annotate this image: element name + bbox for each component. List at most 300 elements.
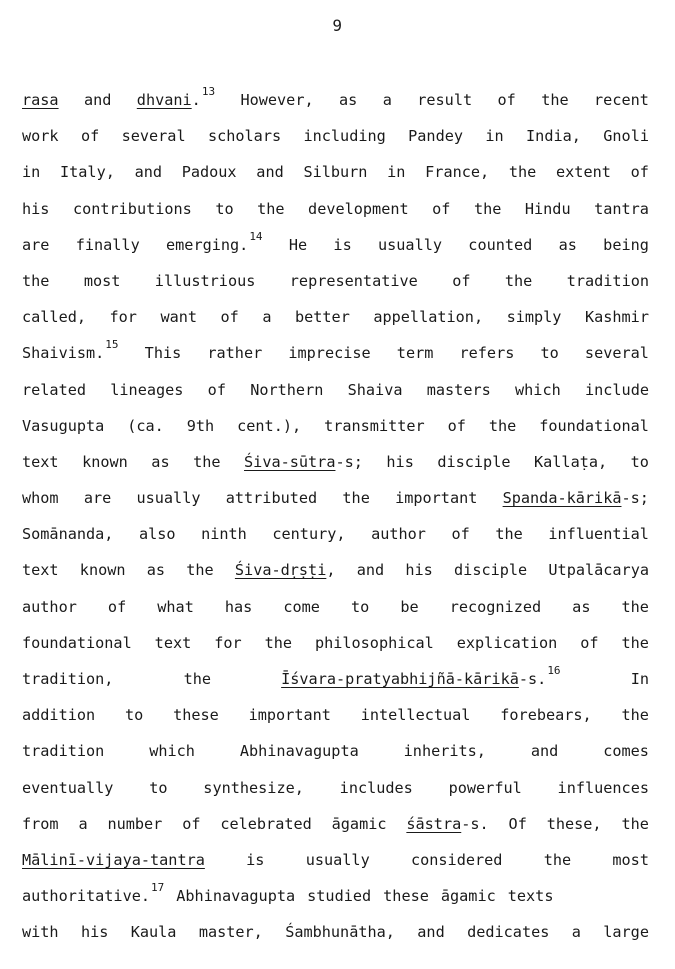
word-text: text [22, 452, 59, 471]
text-line [22, 118, 649, 154]
word-text: to [149, 778, 168, 797]
word [78, 806, 87, 842]
word [432, 191, 450, 227]
word-text: finally [75, 235, 140, 254]
word [265, 625, 292, 661]
word [622, 589, 649, 625]
word-text: extent [556, 163, 611, 182]
word [631, 444, 649, 480]
text-line [22, 335, 649, 371]
word-text: (ca. [127, 416, 164, 435]
word-suffix: -s; [621, 489, 649, 508]
word-text: known [82, 452, 128, 471]
word [84, 480, 111, 516]
word-text: the [342, 489, 370, 508]
word [559, 227, 577, 263]
word [467, 914, 549, 950]
word [324, 408, 425, 444]
word [22, 661, 113, 697]
word-text: recognized [449, 597, 542, 616]
word [214, 625, 241, 661]
text-line [22, 227, 649, 263]
word [361, 697, 471, 733]
word [448, 408, 466, 444]
word-text: called, [22, 308, 87, 327]
word [108, 589, 126, 625]
word-text: these [383, 887, 429, 906]
word [378, 227, 442, 263]
word-text: of [107, 597, 127, 616]
word [383, 82, 392, 118]
word [110, 372, 183, 408]
word [22, 263, 49, 299]
word-text: as [558, 235, 577, 254]
word-text: studied [307, 887, 372, 906]
underlined-term [137, 82, 215, 120]
text-line [22, 806, 649, 842]
word [215, 191, 233, 227]
term-text: Spanda-kārikā [502, 489, 622, 508]
word [452, 516, 470, 552]
word-text: the [193, 452, 221, 471]
word [449, 770, 522, 806]
word [22, 335, 119, 373]
word [603, 733, 649, 769]
word [262, 299, 271, 335]
word [454, 552, 527, 588]
word [621, 806, 648, 842]
word-text: usually [136, 489, 201, 508]
word-text: his [386, 452, 414, 471]
word-text: intellectual [360, 706, 471, 725]
word [427, 372, 491, 408]
text-line [22, 191, 649, 227]
word-text: important [395, 489, 478, 508]
word [22, 516, 113, 552]
word [184, 661, 211, 697]
word [22, 191, 49, 227]
word-text: including [303, 127, 386, 146]
word-text: addition [22, 706, 96, 725]
text-line [22, 625, 649, 661]
word-text: Kallaṭa, [534, 452, 608, 471]
word-text: the [621, 633, 649, 652]
word-text: as [572, 597, 591, 616]
text-line [22, 878, 649, 914]
word [612, 842, 649, 878]
text-line [22, 733, 649, 769]
term-text: rasa [22, 91, 59, 109]
word [631, 661, 649, 697]
word-text: usually [378, 235, 443, 254]
word [425, 154, 489, 190]
word [631, 154, 649, 190]
word-text: the [264, 633, 292, 652]
word [397, 335, 434, 371]
word [508, 878, 554, 914]
word [60, 154, 115, 190]
body-text [22, 82, 649, 951]
word-text: Italy, [60, 163, 115, 182]
word-suffix: . [191, 91, 201, 109]
word-text: most [83, 271, 121, 290]
word-text: whom [22, 489, 59, 508]
word-text: of [580, 633, 599, 652]
word [332, 806, 387, 842]
word [485, 118, 503, 154]
word [558, 770, 649, 806]
word-text: inherits, [403, 742, 486, 761]
word [526, 118, 581, 154]
word [387, 154, 405, 190]
word [585, 335, 649, 371]
word [199, 914, 263, 950]
word [548, 552, 649, 588]
word-text: refers [459, 344, 515, 363]
word [295, 299, 350, 335]
word [452, 263, 470, 299]
word [220, 806, 311, 842]
text-line [22, 589, 649, 625]
word-text: the [543, 850, 572, 869]
word-text: his [80, 923, 109, 942]
word-text: come [283, 597, 320, 616]
word-text: want [160, 308, 198, 327]
word [348, 372, 403, 408]
word-text: tradition [566, 271, 649, 290]
word [208, 118, 281, 154]
word [450, 589, 541, 625]
word-text: is [246, 850, 265, 869]
word [603, 914, 649, 950]
word [208, 372, 226, 408]
word-text: the [621, 597, 649, 616]
word-text: are [83, 489, 112, 508]
word-text: in [387, 163, 406, 182]
word [534, 444, 607, 480]
underlined-term [406, 806, 488, 842]
word [176, 878, 295, 914]
word [257, 191, 284, 227]
word [383, 878, 429, 914]
word-text: also [138, 525, 176, 544]
word-text: being [603, 235, 649, 254]
word-text: considered [410, 850, 503, 869]
word [371, 516, 426, 552]
word-text: imprecise [288, 344, 371, 363]
word [22, 154, 40, 190]
word-text: master, [198, 923, 263, 942]
word [186, 552, 213, 588]
word [489, 408, 516, 444]
word [333, 227, 351, 263]
word [80, 552, 126, 588]
word [585, 299, 649, 335]
word-text: includes [339, 778, 413, 797]
word [288, 335, 370, 371]
word-text: result [417, 91, 473, 109]
word [250, 372, 323, 408]
footnote-marker: 17 [151, 881, 165, 895]
word-text: transmitter [324, 416, 425, 435]
word-text: dedicates [467, 923, 550, 942]
word-text: a [78, 814, 88, 833]
word [125, 697, 143, 733]
word-text: philosophical [314, 633, 434, 652]
word [567, 263, 649, 299]
word-text: lineages [110, 380, 184, 399]
word [500, 697, 591, 733]
word-text: rather [207, 344, 263, 363]
word-text: related [22, 380, 87, 399]
word-text: the [186, 561, 214, 580]
text-line [22, 842, 649, 878]
word-text: Vasugupta [22, 416, 105, 435]
text-line [22, 770, 649, 806]
word [139, 516, 176, 552]
word-text: Pandey [408, 127, 464, 146]
word-text: foundational [22, 633, 132, 652]
word [498, 82, 516, 118]
word [285, 914, 395, 950]
word-text: of [207, 380, 226, 399]
word-text: attributed [225, 489, 318, 508]
word [131, 914, 177, 950]
word-text: forebears, [500, 706, 592, 725]
word-text: representative [289, 271, 418, 290]
word-suffix: -s. [461, 814, 489, 833]
word [306, 842, 370, 878]
word [110, 299, 137, 335]
word [22, 227, 49, 263]
word-text: development [308, 199, 409, 218]
word-text: the [488, 416, 517, 435]
word-text: of [220, 308, 239, 327]
word [237, 408, 301, 444]
word-text: for [214, 633, 242, 652]
word [22, 299, 86, 335]
word-text: Shaiva [347, 380, 403, 399]
word [351, 589, 369, 625]
word-text: to [215, 199, 234, 218]
word [84, 263, 121, 299]
word-text: known [79, 561, 126, 580]
word [404, 733, 486, 769]
word-text: cent.), [237, 416, 302, 435]
word-text: several [121, 127, 186, 146]
word [225, 589, 252, 625]
word-text: Abhinavagupta [176, 887, 296, 906]
word-text: texts [507, 887, 554, 906]
word [339, 82, 357, 118]
word-suffix: , [326, 561, 336, 580]
word-text: authoritative. [22, 887, 151, 906]
word-text: as [339, 91, 358, 109]
word-text: of [452, 271, 471, 290]
word-text: to [351, 597, 370, 616]
word [509, 806, 527, 842]
word [474, 191, 501, 227]
word-text: influences [557, 778, 649, 797]
word-text: foundational [539, 416, 649, 435]
word [81, 914, 108, 950]
word [160, 299, 197, 335]
page-number: 9 [332, 16, 343, 35]
word-text: the [541, 91, 569, 109]
word-text: which [515, 380, 561, 399]
word [580, 625, 598, 661]
term-text: dhvani [136, 91, 192, 109]
word [572, 914, 581, 950]
word [544, 842, 571, 878]
word [136, 480, 200, 516]
word-text: in [485, 127, 504, 146]
word [556, 154, 611, 190]
word [460, 335, 515, 371]
footnote-marker: 16 [547, 664, 561, 677]
text-line [22, 82, 649, 118]
word-text: has [224, 597, 253, 616]
word [468, 227, 532, 263]
underlined-term [235, 552, 336, 588]
word-text: several [584, 344, 649, 363]
word [22, 408, 104, 444]
word-text: āgamic [331, 814, 387, 833]
word-text: the [621, 814, 649, 833]
word-text: India, [526, 127, 581, 146]
text-line [22, 552, 649, 588]
word [155, 625, 192, 661]
word-text: France, [425, 163, 490, 182]
word [107, 806, 162, 842]
word [22, 552, 59, 588]
footnote-marker: 15 [105, 338, 119, 352]
word-text: most [612, 850, 649, 869]
underlined-term [22, 842, 205, 878]
word-text: text [22, 561, 59, 580]
underlined-term [244, 444, 363, 480]
word [539, 408, 649, 444]
word [405, 552, 432, 588]
word-suffix: -s. [518, 670, 547, 688]
word [342, 480, 369, 516]
word-text: simply [506, 308, 562, 327]
word [283, 589, 320, 625]
word [541, 82, 568, 118]
text-line [22, 372, 649, 408]
word [149, 733, 195, 769]
word-text: better [294, 308, 350, 327]
word [548, 516, 649, 552]
word-text: Northern [250, 380, 324, 399]
word-text: a [262, 308, 272, 327]
word-text: Gnoli [603, 127, 649, 146]
word-text: influential [548, 525, 649, 544]
word [603, 118, 649, 154]
word [182, 154, 237, 190]
word-text: which [149, 742, 195, 761]
word-text: Shaivism. [22, 344, 105, 363]
text-line [22, 408, 649, 444]
word [22, 444, 59, 480]
word-text: the [504, 271, 533, 290]
word-text: Śambhunātha, [285, 923, 395, 942]
word-text: include [584, 380, 649, 399]
word [272, 516, 345, 552]
word [22, 697, 95, 733]
word-text: This [144, 344, 182, 363]
word [411, 842, 502, 878]
word [22, 589, 77, 625]
footnote-marker: 13 [201, 85, 216, 98]
word [437, 444, 510, 480]
word-text: the [508, 163, 537, 182]
word [507, 299, 562, 335]
text-line [22, 914, 649, 950]
footnote-marker: 14 [249, 229, 263, 243]
word-text: the [183, 670, 211, 688]
word-text: contributions [72, 199, 192, 218]
word [226, 480, 317, 516]
word-text: the [473, 199, 502, 218]
word [307, 878, 371, 914]
word [531, 733, 558, 769]
word [256, 154, 283, 190]
word-text: Abhinavagupta [239, 742, 359, 761]
word [417, 82, 472, 118]
word-text: to [540, 344, 559, 363]
word-text: tradition [22, 742, 105, 761]
word [505, 263, 532, 299]
underlined-term [281, 661, 560, 699]
word-text: important [248, 706, 331, 725]
word [509, 154, 536, 190]
word [155, 263, 256, 299]
word [221, 299, 239, 335]
word [22, 806, 59, 842]
word-text: of [497, 91, 516, 109]
word-text: text [154, 633, 192, 652]
word [122, 118, 186, 154]
word-text: in [22, 163, 41, 182]
word [441, 878, 496, 914]
word [166, 227, 263, 265]
word-text: tantra [594, 199, 649, 218]
word-text: illustrious [154, 271, 256, 290]
word-text: these [173, 706, 219, 725]
word-text: eventually [22, 778, 114, 797]
word-text: However, [240, 91, 314, 109]
word [290, 263, 418, 299]
word-text: Kaula [130, 923, 177, 942]
word-text: masters [426, 380, 491, 399]
word [22, 480, 59, 516]
word-text: Silburn [303, 163, 368, 182]
word [603, 227, 649, 263]
word [240, 733, 359, 769]
term-text: Īśvara-pratyabhijñā-kārikā [281, 670, 519, 688]
word [187, 408, 214, 444]
text-line [22, 444, 649, 480]
word-text: Hindu [524, 199, 571, 218]
word [151, 444, 169, 480]
word-text: the [495, 525, 523, 544]
word-text: usually [305, 850, 370, 869]
word [22, 914, 59, 950]
word [594, 82, 649, 118]
word [73, 191, 192, 227]
word [22, 878, 164, 916]
